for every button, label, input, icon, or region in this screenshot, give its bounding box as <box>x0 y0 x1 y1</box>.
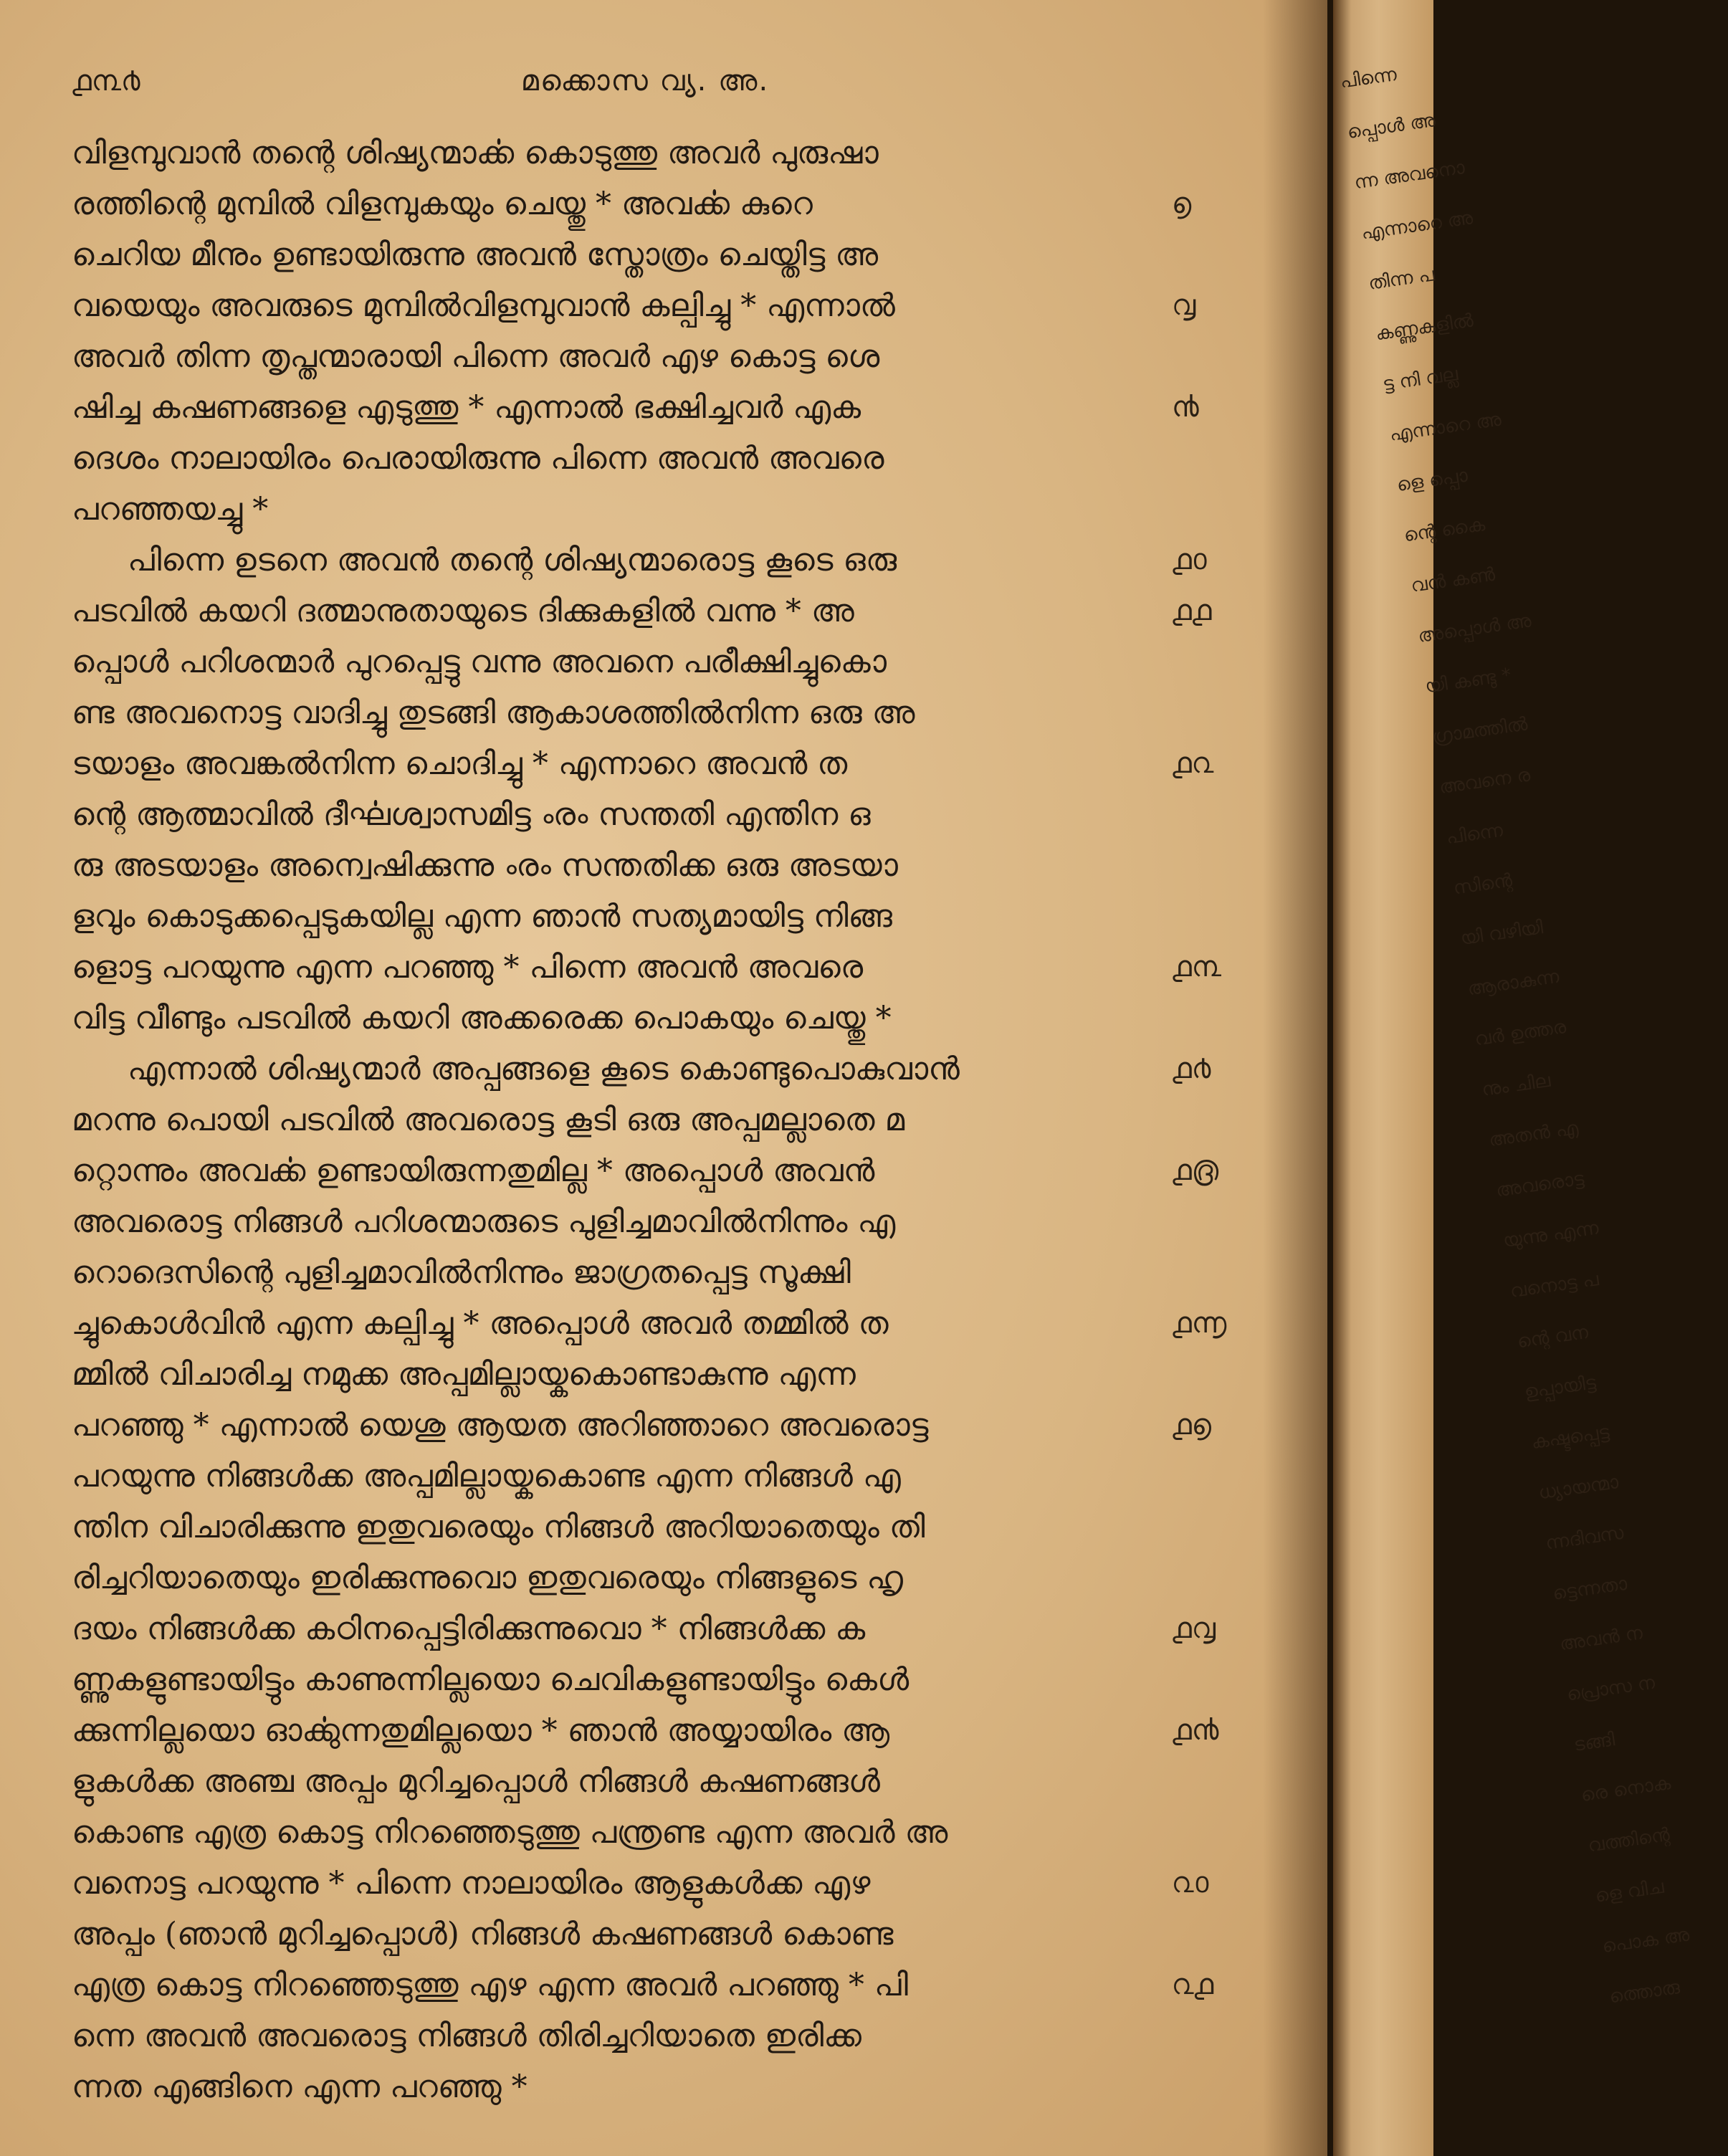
verse-number: ൯ <box>1172 391 1199 424</box>
text-line: വനൊട്ട പറയുന്നു * പിന്നെ നാലായിരം ആളുകൾക്ക എഴ <box>72 1865 871 1902</box>
facing-text-fragment: ഉപ്പായിട്ട <box>1522 1372 1598 1403</box>
text-line: എത്ര കൊട്ട നിറഞ്ഞെടുത്തു എഴ എന്ന അവർ പറഞ്ഞു * പി <box>72 1967 909 2003</box>
facing-text-fragment: അപ്പൊൾ അ <box>1416 610 1533 648</box>
text-line: ന്റെ ആത്മാവിൽ ദീൎഘശ്വാസമിട്ട ൟ സന്തതി എന്തിന ഒ <box>72 796 871 833</box>
verse-number <box>1172 1654 1236 1705</box>
text-line: ണ്ണുകളുണ്ടായിട്ടും കാണുന്നില്ലയൊ ചെവികളുണ്ടായിട്ടും കെൾ <box>72 1661 910 1698</box>
text-line: വയെയും അവരുടെ മുമ്പിൽവിളമ്പുവാൻ കല്പിച്ചു * എന്നാൽ <box>72 287 895 324</box>
verse-number: ൮ <box>1172 289 1196 322</box>
facing-text-fragment: ഗ്രാമത്തിൽ <box>1431 713 1529 748</box>
text-line: റ്റൊന്നും അവൎക്ക ഉണ്ടായിരുന്നതുമില്ല * അപ്പൊൾ അവൻ <box>72 1153 875 1189</box>
verse-number <box>1172 1909 1236 1960</box>
verse-number: ൭ <box>1172 187 1192 220</box>
text-line: അപ്പം (ഞാൻ മുറിച്ചപ്പൊൾ) നിങ്ങൾ കഷണങ്ങൾ കൊണ്ട <box>72 1916 894 1952</box>
text-line: കൊണ്ട എത്ര കൊട്ട നിറഞ്ഞെടുത്തു പന്ത്രണ്ട എന്ന അവർ അ <box>72 1814 948 1851</box>
facing-text-fragment: നും ചില <box>1480 1069 1552 1101</box>
scripture-text <box>72 128 1154 2112</box>
facing-text-fragment: സിന്റെ <box>1452 869 1514 900</box>
verse-number <box>1172 1349 1236 1400</box>
text-line: ന്നത എങ്ങിനെ എന്ന പറഞ്ഞു * <box>72 2069 528 2105</box>
facing-text-fragment: വർ ഉത്തര <box>1473 1016 1568 1051</box>
facing-text-fragment: ആരാകുന്ന <box>1466 965 1561 1001</box>
verse-number <box>1172 891 1236 942</box>
facing-text-fragment: ന്ന അവനൊ <box>1352 157 1466 194</box>
verse-number <box>1172 993 1236 1044</box>
text-line: അവരൊട്ട നിങ്ങൾ പറിശന്മാരുടെ പുളിച്ചമാവിൽനിന്നും എ <box>72 1203 896 1240</box>
text-line: വിട്ട വീണ്ടും പടവിൽ കയറി അക്കരെക്ക പൊകയും ചെയ്തു * <box>72 1000 892 1036</box>
text-line: ന്തിന വിചാരിക്കുന്നു ഇതുവരെയും നിങ്ങൾ അറിയാതെയും തി <box>72 1509 925 1545</box>
facing-text-fragment: ളെ പ്പൊ <box>1395 464 1469 497</box>
facing-text-fragment: കഷ്ടപ്പെട്ട <box>1529 1421 1611 1454</box>
facing-text-fragment: പിന്നെ <box>1339 63 1398 93</box>
page-gutter-shadow <box>1263 0 1327 2156</box>
text-line: ക്കുന്നില്ലയൊ ഓൎക്കുന്നതുമില്ലയൊ * ഞാൻ അയ്യായിരം ആ <box>72 1712 890 1749</box>
facing-text-fragment: വത്തിന്റെ <box>1586 1823 1671 1857</box>
facing-text-fragment: ട്ടെന്നതാ <box>1551 1573 1629 1605</box>
text-line: പറഞ്ഞു * എന്നാൽ യെശു ആയത അറിഞ്ഞാറെ അവരൊട്ട <box>72 1407 929 1444</box>
verse-number <box>1172 789 1236 840</box>
facing-text-fragment: പ്പൊൾ അ <box>1345 110 1437 144</box>
verse-number <box>1172 433 1236 484</box>
facing-text-fragment: ന്നദിവസ <box>1544 1522 1626 1555</box>
facing-text-fragment: ത്തൊരു <box>1608 1976 1681 2008</box>
verse-number <box>1172 331 1236 382</box>
verse-number-column <box>1172 128 1236 2112</box>
page-number: ൧൩൪ <box>72 65 140 97</box>
verse-number <box>1172 1502 1236 1552</box>
verse-number <box>1172 687 1236 738</box>
facing-text-fragment: ന്റെ കൈ <box>1402 513 1486 547</box>
facing-text-fragment: വൻ കൺ <box>1409 563 1497 597</box>
text-line: ദയം നിങ്ങൾക്ക കഠിനപ്പെട്ടിരിക്കുന്നുവൊ * നിങ്ങൾക്ക ക <box>72 1611 866 1647</box>
text-line: എന്നാൽ ശിഷ്യന്മാർ അപ്പങ്ങളെ കൂടെ കൊണ്ടുപൊകുവാൻ <box>128 1051 960 1087</box>
facing-text-fragment: എന്നാറെ അ <box>1360 207 1474 244</box>
verse-number <box>1172 2061 1236 2112</box>
verse-number: ൧൧ <box>1172 594 1212 627</box>
facing-text-fragment: വനൊട്ട പ <box>1509 1269 1600 1303</box>
text-line: പടവിൽ കയറി ദത്മാനുതായുടെ ദിക്കുകളിൽ വന്നു * അ <box>72 593 854 629</box>
verse-number: ൧൭ <box>1172 1408 1211 1441</box>
text-line: ച്ചുകൊൾവിൻ എന്ന കല്പിച്ചു * അപ്പൊൾ അവർ തമ്മിൽ ത <box>72 1305 889 1342</box>
text-line: ഷിച്ച കഷണങ്ങളെ എടുത്തു * എന്നാൽ ഭക്ഷിച്ചവർ എക <box>72 389 861 426</box>
verse-number <box>1172 229 1236 280</box>
facing-text-fragment: അവൻ ന <box>1558 1622 1644 1656</box>
verse-number <box>1172 2010 1236 2061</box>
verse-number: ൧൬ <box>1172 1307 1227 1340</box>
facing-text-fragment: അവരൊട്ട <box>1494 1168 1586 1202</box>
page-header <box>72 57 1218 115</box>
facing-text-fragment: കണ്ണുകളിൽ <box>1374 310 1475 345</box>
text-line: റൊദെസിന്റെ പുളിച്ചമാവിൽനിന്നും ജാഗ്രതപ്പെട്ട സൂക്ഷി <box>72 1254 851 1291</box>
text-line: അവർ തിന്ന തൃപ്തന്മാരായി പിന്നെ അവർ എഴ കൊട്ട ശെ <box>72 338 880 375</box>
verse-number: ൨൧ <box>1172 1968 1214 2001</box>
verse-number: ൧൮ <box>1172 1612 1216 1645</box>
text-line: ചെറിയ മീനും ഉണ്ടായിരുന്നു അവൻ സ്തോത്രം ചെയ്തിട്ട അ <box>72 237 879 273</box>
verse-number: ൧൫ <box>1172 1154 1219 1187</box>
text-line: പറഞ്ഞയച്ചു * <box>72 491 269 528</box>
facing-text-fragment: രെ നൊക <box>1579 1772 1673 1807</box>
facing-text-fragment: ധ്യായന്മാ <box>1537 1471 1620 1504</box>
text-line: പറയുന്നു നിങ്ങൾക്ക അപ്പമില്ലായ്കകൊണ്ട എന്ന നിങ്ങൾ എ <box>72 1458 901 1494</box>
verse-number <box>1172 484 1236 535</box>
verse-number <box>1172 128 1236 178</box>
verse-number <box>1172 1451 1236 1502</box>
verse-number <box>1172 840 1236 891</box>
facing-text-fragment: അതൻ എ <box>1487 1117 1580 1152</box>
verse-number <box>1172 1094 1236 1145</box>
text-line: ദെശം നാലായിരം പെരായിരുന്നു പിന്നെ അവൻ അവരെ <box>72 440 884 477</box>
text-line: ടയാളം അവങ്കൽനിന്ന ചൊദിച്ചു * എന്നാറെ അവൻ ത <box>72 745 848 782</box>
text-line: രിച്ചറിയാതെയും ഇരിക്കുന്നുവൊ ഇതുവരെയും നിങ്ങളുടെ ഹൃ <box>72 1560 903 1596</box>
running-title: മക്കൊസ വ്യ. അ. <box>520 65 770 97</box>
text-line: രത്തിന്റെ മുമ്പിൽ വിളമ്പുകയും ചെയ്തു * അവൎക്ക കുറെ <box>72 186 813 222</box>
facing-text-fragment: എന്നാറെ അ <box>1388 409 1503 446</box>
text-line: ളുകൾക്ക അഞ്ച അപ്പം മുറിച്ചപ്പൊൾ നിങ്ങൾ കഷണങ്ങൾ <box>72 1763 880 1800</box>
facing-text-fragment: പൊക അ <box>1600 1924 1691 1958</box>
text-line: രു അടയാളം അന്വെഷിക്കുന്നു ൟ സന്തതിക്ക ഒരു അടയാ <box>72 847 898 884</box>
text-line: മറന്നു പൊയി പടവിൽ അവരൊട്ട കൂടി ഒരു അപ്പമല്ലാതെ മ <box>72 1102 905 1138</box>
facing-text-fragment: പ്രൊസ ന <box>1565 1671 1656 1706</box>
text-line: വിളമ്പുവാൻ തന്റെ ശിഷ്യന്മാൎക്ക കൊടുത്തു അവർ പുരുഷാ <box>72 135 879 171</box>
facing-text-fragment: അവനെ ര <box>1438 764 1532 799</box>
verse-number <box>1172 1807 1236 1858</box>
verse-number <box>1172 1196 1236 1247</box>
text-line: ളൊട്ട പറയുന്നു എന്ന പറഞ്ഞു * പിന്നെ അവൻ അവരെ <box>72 949 864 986</box>
verse-number <box>1172 1756 1236 1807</box>
text-line: ന്നെ അവൻ അവരൊട്ട നിങ്ങൾ തിരിച്ചറിയാതെ ഇരിക്ക <box>72 2018 861 2054</box>
facing-text-fragment: ളെ വിച <box>1593 1876 1666 1907</box>
verse-number <box>1172 1552 1236 1603</box>
verse-number: ൧൪ <box>1172 1052 1211 1085</box>
text-line: ളവും കൊടുക്കപ്പെടുകയില്ല എന്ന ഞാൻ സത്യമായിട്ട നിങ്ങ <box>72 898 892 935</box>
verse-number <box>1172 636 1236 687</box>
verse-number: ൧൨ <box>1172 747 1214 780</box>
facing-text-fragment: യുന്നു എന്ന <box>1502 1217 1600 1252</box>
facing-text-fragment: പിന്നെ <box>1445 819 1504 849</box>
text-line: മ്മിൽ വിചാരിച്ച നമുക്ക അപ്പമില്ലായ്കകൊണ്ടാകുന്നു എന്ന <box>72 1356 856 1393</box>
verse-number: ൧൩ <box>1172 950 1221 983</box>
facing-text-fragment: യി വഴിയി <box>1459 917 1545 950</box>
verse-number: ൧൦ <box>1172 543 1207 576</box>
facing-page-edge <box>1333 0 1691 2156</box>
verse-number: ൨൦ <box>1172 1866 1209 1899</box>
facing-text-fragment: ട്ട നി വല്ല <box>1381 363 1459 396</box>
text-line: പിന്നെ ഉടനെ അവൻ തന്റെ ശിഷ്യന്മാരൊട്ട കൂടെ ഒരു <box>128 542 897 578</box>
facing-text-fragment: ന്റെ വന <box>1516 1321 1590 1353</box>
facing-text-fragment: യി കണ്ടു * <box>1423 664 1513 698</box>
text-line: ണ്ട അവനൊട്ട വാദിച്ചു തുടങ്ങി ആകാശത്തിൽനിന്ന ഒരു അ <box>72 695 915 731</box>
facing-page-text <box>1339 58 1714 2038</box>
verse-number: ൧൯ <box>1172 1714 1219 1747</box>
text-line: പ്പൊൾ പറിശന്മാർ പുറപ്പെട്ടു വന്നു അവനെ പരീക്ഷിച്ചുകൊ <box>72 644 887 680</box>
facing-text-fragment: ടങ്ങി <box>1572 1729 1616 1756</box>
facing-text-fragment: തിന്ന പ <box>1367 264 1436 295</box>
verse-number <box>1172 1247 1236 1298</box>
